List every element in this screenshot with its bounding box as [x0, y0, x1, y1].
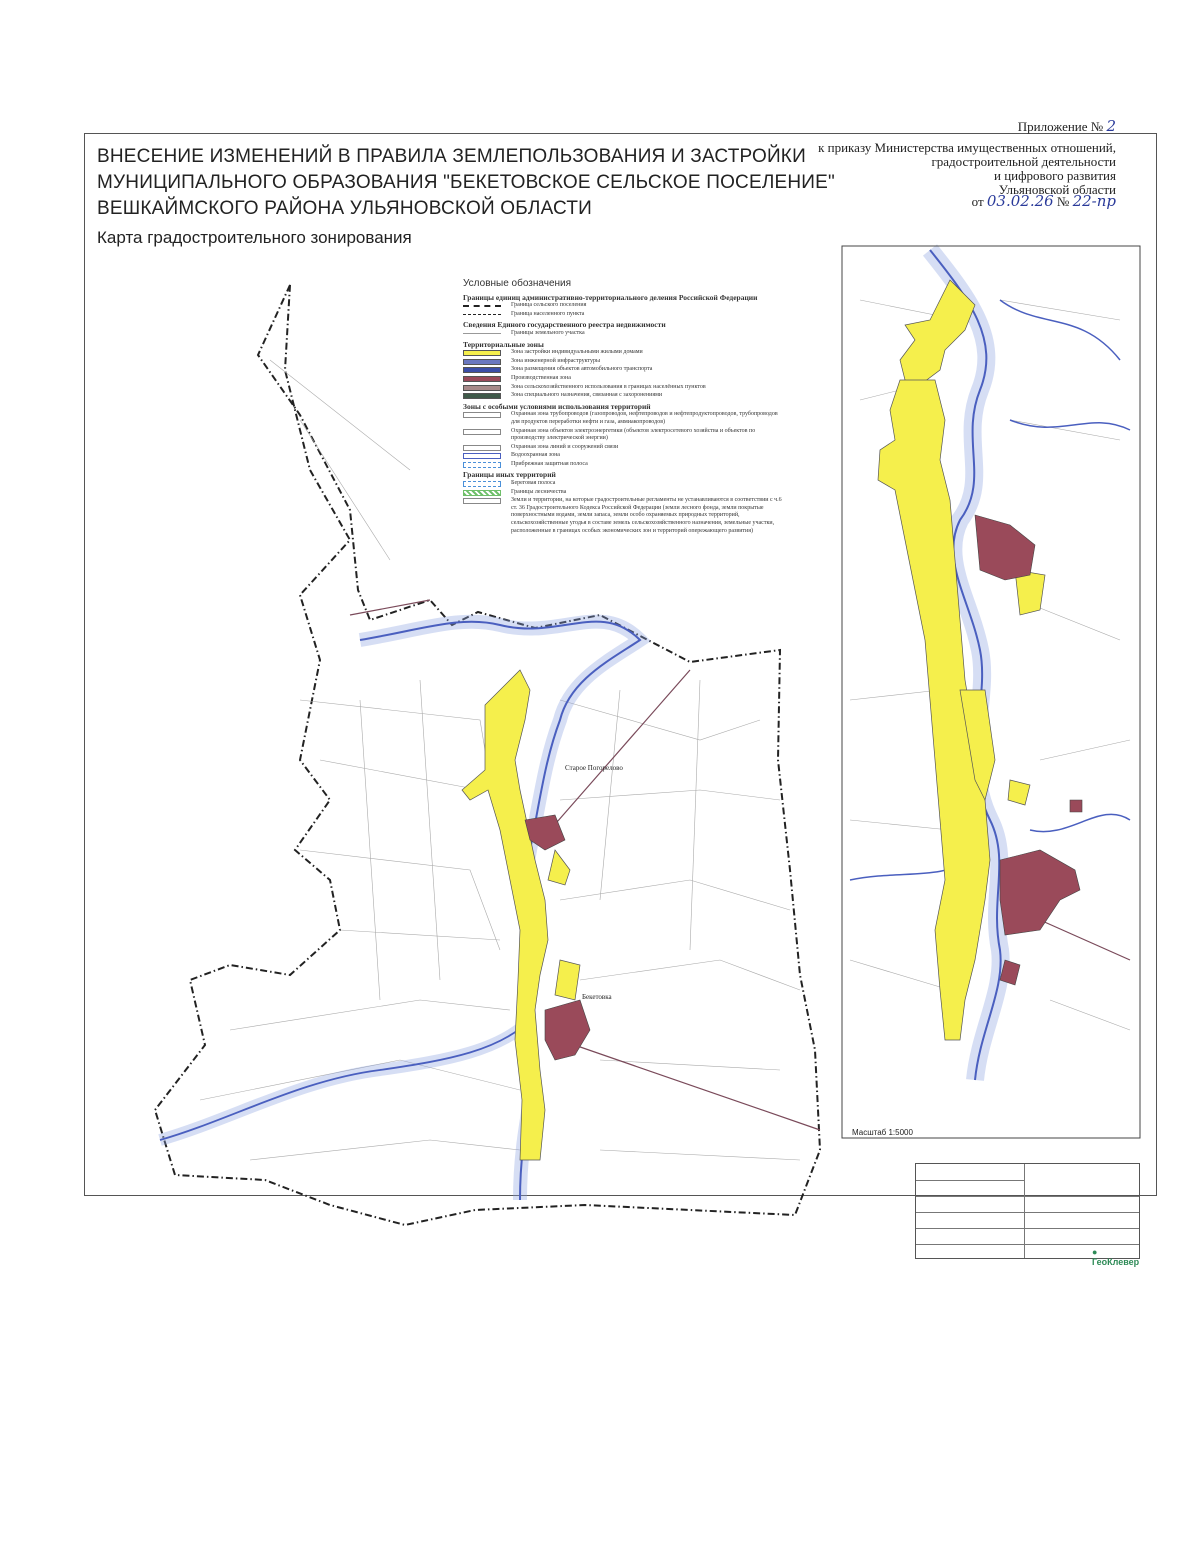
stamp-divider	[916, 1196, 1139, 1197]
legend-swatch	[463, 445, 501, 451]
legend-sections	[463, 294, 783, 536]
legend-item	[463, 489, 783, 497]
legend-item	[463, 375, 783, 383]
residential-zone	[462, 670, 580, 1160]
legend-swatch	[463, 333, 501, 334]
legend-item	[463, 480, 783, 488]
title-line-2: МУНИЦИПАЛЬНОГО ОБРАЗОВАНИЯ "БЕКЕТОВСКОЕ СЕЛЬСКОЕ ПОСЕЛЕНИЕ"	[97, 172, 835, 193]
legend-item-label: Границы земельного участка	[511, 329, 585, 336]
legend-swatch	[463, 305, 501, 307]
legend-swatch	[463, 453, 501, 459]
legend-swatch	[463, 393, 501, 399]
legend-item-label: Водоохранная зона	[511, 452, 560, 459]
legend-item	[463, 497, 783, 535]
legend-item-label: Охранная зона линий и сооружений связи	[511, 443, 619, 450]
legend-item-label: Охранная зона объектов электроэнергетики (объектов электросетевого хозяйства и объектов по производству электрической энергии)	[511, 427, 756, 442]
inset-scale-label: Масштаб 1:5000	[852, 1128, 913, 1137]
legend-item-label: Зона размещения объектов автомобильного транспорта	[511, 366, 653, 373]
legend-swatch	[463, 367, 501, 373]
legend-section-heading: Границы иных территорий	[463, 470, 556, 480]
map-legend	[463, 280, 783, 536]
legend-item-label: Зона специального назначения, связанная с захоронениями	[511, 392, 663, 399]
legend-swatch	[463, 376, 501, 382]
legend-item-label: Прибрежная защитная полоса	[511, 460, 588, 467]
legend-swatch	[463, 359, 501, 365]
legend-item	[463, 302, 783, 310]
company-logo	[1092, 1247, 1139, 1267]
legend-swatch	[463, 481, 501, 487]
stamp-divider	[916, 1244, 1139, 1245]
legend-swatch	[463, 350, 501, 356]
legend-item	[463, 452, 783, 460]
stamp-divider	[916, 1212, 1139, 1213]
legend-item	[463, 428, 783, 443]
legend-section-heading: Сведения Единого государственного реестра недвижимости	[463, 320, 666, 330]
appendix-line-5: Ульяновской области	[998, 182, 1116, 197]
legend-item-label: Зона инженерной инфраструктуры	[511, 357, 600, 364]
legend-swatch	[463, 314, 501, 315]
title-line-3: ВЕШКАЙМСКОГО РАЙОНА УЛЬЯНОВСКОЙ ОБЛАСТИ	[97, 198, 592, 219]
legend-item	[463, 444, 783, 452]
legend-swatch	[463, 498, 501, 504]
legend-item	[463, 330, 783, 338]
place-label-south: Бекетовка	[582, 993, 612, 1001]
appendix-date: 03.02.26	[986, 192, 1054, 210]
stamp-divider	[916, 1228, 1139, 1229]
legend-item	[463, 411, 783, 426]
legend-item-label: Производственная зона	[511, 374, 571, 381]
legend-swatch	[463, 462, 501, 468]
map-subtitle: Карта градостроительного зонирования	[97, 228, 412, 247]
title-block-stamp	[915, 1163, 1140, 1267]
legend-item	[463, 358, 783, 366]
legend-swatch	[463, 490, 501, 496]
legend-item	[463, 461, 783, 469]
stamp-divider	[916, 1180, 1024, 1181]
legend-item-label: Зона застройки индивидуальными жилыми домами	[511, 349, 643, 356]
legend-item	[463, 311, 783, 319]
legend-section-heading: Зоны с особыми условиями использования территорий	[463, 401, 651, 411]
legend-item	[463, 392, 783, 400]
geoklever-logo-icon: ●	[1092, 1247, 1098, 1257]
legend-title: Условные обозначения	[463, 278, 572, 289]
appendix-line-3: градостроительной деятельности	[931, 154, 1116, 169]
legend-item	[463, 384, 783, 392]
appendix-num-prefix: №	[1056, 194, 1070, 209]
legend-item	[463, 366, 783, 374]
appendix-line-1: Приложение №	[1017, 119, 1104, 134]
appendix-line-2: к приказу Министерства имущественных отношений,	[818, 140, 1116, 155]
legend-swatch	[463, 412, 501, 418]
legend-swatch	[463, 429, 501, 435]
legend-item-label: Граница сельского поселения	[511, 302, 587, 309]
legend-item	[463, 349, 783, 357]
legend-swatch	[463, 385, 501, 391]
appendix-number: 2	[1106, 117, 1116, 135]
title-line-1: ВНЕСЕНИЕ ИЗМЕНЕНИЙ В ПРАВИЛА ЗЕМЛЕПОЛЬЗОВАНИЯ И ЗАСТРОЙКИ	[97, 146, 806, 167]
company-name: ГеоКлевер	[1092, 1257, 1140, 1267]
legend-item-label: Земли и территории, на которые градостроительные регламенты не устанавливаются в соответствии с ч.6 ст. 36 Градостроительного Кодекса Российской Федерации (земли лесного фонда, земли покрытые поверхностными водами, земли запаса, земли особо охраняемых природных территорий, сельскохозяйственные угодья в составе земель сельскохозяйственного назначения, земельные участки, расположенные в границах особых экономических зон и территорий опережающего развития)	[511, 497, 782, 534]
legend-item-label: Береговая полоса	[511, 480, 556, 487]
legend-item-label: Граница населенного пункта	[511, 310, 585, 317]
legend-section-heading: Территориальные зоны	[463, 339, 544, 349]
legend-section-heading: Границы единиц административно-территориального деления Российской Федерации	[463, 292, 758, 302]
legend-item-label: Зона сельскохозяйственного использования в границах населённых пунктов	[511, 383, 706, 390]
appendix-order-number: 22-пр	[1072, 192, 1116, 210]
place-label-north: Старое Погорелово	[565, 764, 623, 772]
legend-item-label: Охранная зона трубопроводов (газопроводов, нефтепроводов и нефтепродуктопроводов, трубопроводов для продуктов переработки нефти и газа, аммиакопроводов)	[511, 411, 778, 425]
appendix-line-4: и цифрового развития	[994, 168, 1116, 183]
appendix-date-prefix: от	[971, 194, 984, 209]
legend-item-label: Границы лесничества	[511, 488, 567, 495]
